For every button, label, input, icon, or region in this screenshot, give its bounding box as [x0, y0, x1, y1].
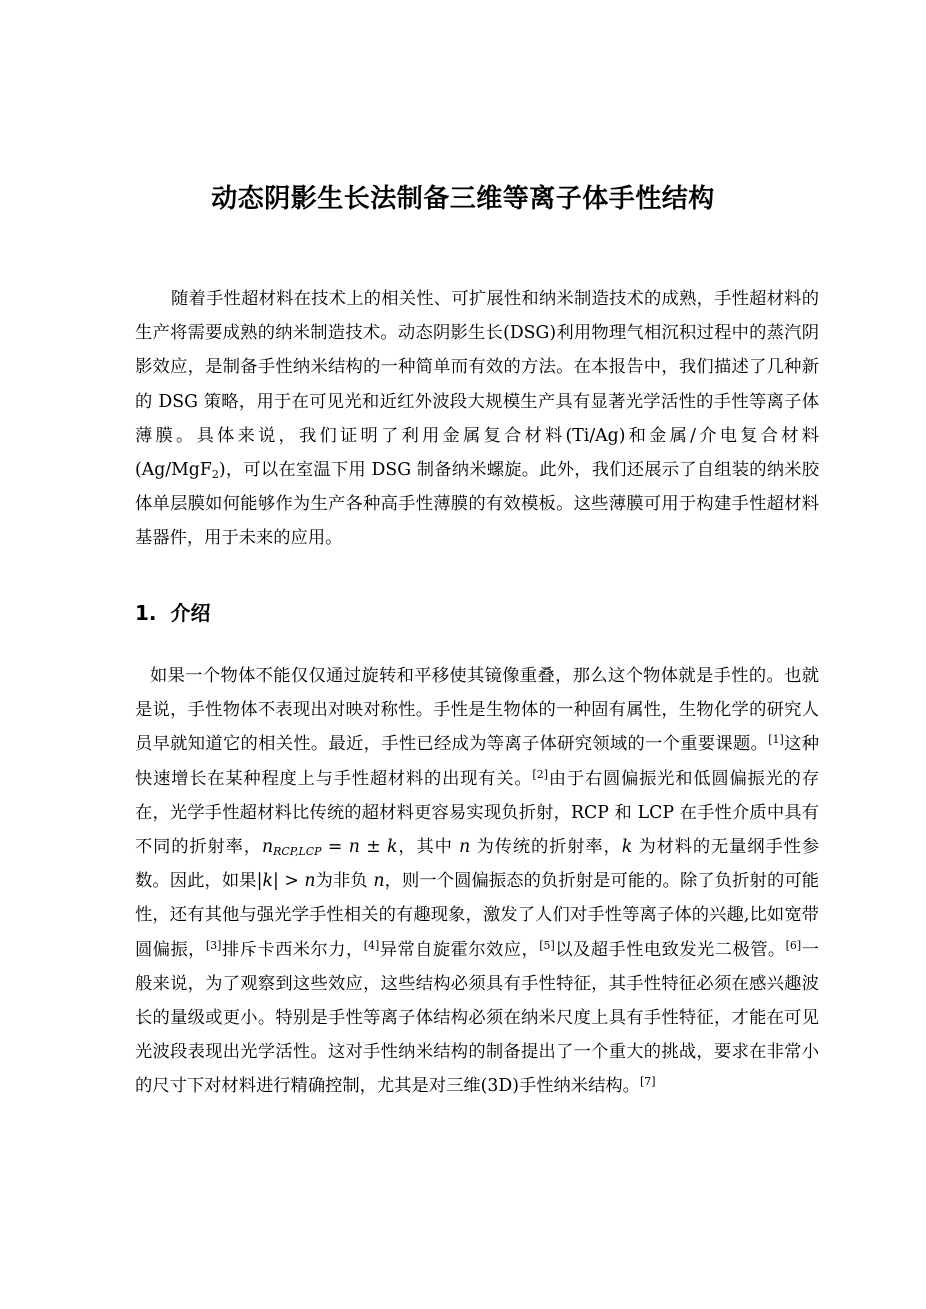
equation-rest: = n ± k [321, 837, 398, 858]
abstract-paragraph [135, 282, 819, 556]
section-number: 1. [135, 601, 157, 625]
reference-2: [2] [532, 767, 549, 781]
intro-text-12: 一般来说，为了观察到这些效应，这些结构必须具有手性特征，其手性特征必须在感兴趣波长的量级或更小。特别是手性等离子体结构必须在纳米尺度上具有手性特征，才能在可见光波段表现出光学活性。这对手性纳米结构的制备提出了一个重大的挑战，要求在非常小的尺寸下对材料进行精确控制，尤其是对三维(3D)手性纳米结构。 [135, 939, 819, 1097]
section-heading [135, 597, 210, 626]
subscript-2: 2 [211, 468, 219, 482]
intro-text-2: 这种快速增长在某种程度上与手性超材料的出现有关。 [135, 734, 819, 789]
intro-paragraph [135, 659, 819, 1104]
reference-5: [5] [539, 938, 555, 952]
intro-text-10: 异常自旋霍尔效应， [379, 939, 540, 960]
intro-text-9: 排斥卡西米尔力， [221, 939, 364, 960]
intro-text-6: 为材料的无量纲手性参数。因此，如果 [135, 837, 819, 892]
document-title: 动态阴影生长法制备三维等离子体手性结构 [211, 184, 715, 214]
equation-refractive-index [262, 837, 398, 857]
reference-4: [4] [363, 938, 380, 952]
section-title: 介绍 [170, 601, 211, 625]
equation-condition: |k| > n [256, 871, 316, 892]
intro-text-1: 如果一个物体不能仅仅通过旋转和平移使其镜像重叠，那么这个物体就是手性的。也就是说，手性物体不表现出对映对称性。手性是生物体的一种固有属性，生物化学的研究人员早就知道它的相关性。最近，手性已经成为等离子体研究领域的一个重要课题。 [135, 666, 819, 755]
variable-n-2: n [373, 871, 385, 892]
reference-7: [7] [639, 1075, 656, 1089]
reference-1: [1] [768, 733, 784, 747]
intro-text-5: 为传统的折射率， [470, 837, 622, 858]
intro-text-4: ，其中 [397, 837, 460, 858]
equation-subscript: RCP,LCP [273, 845, 322, 859]
intro-text-8: ，则一个圆偏振态的负折射是可能的。除了负折射的可能性，还有其他与强光学手性相关的有趣现象，激发了人们对手性等离子体的兴趣,比如宽带圆偏振， [135, 871, 819, 960]
intro-text-11: 以及超手性电致发光二极管。 [554, 939, 786, 960]
reference-6: [6] [785, 938, 802, 952]
variable-n: n [459, 837, 471, 858]
intro-text-3: 由于右圆偏振光和低圆偏振光的存在，光学手性超材料比传统的超材料更容易实现负折射，RCP 和 LCP 在手性介质中具有不同的折射率， [135, 768, 819, 858]
variable-k: k [621, 837, 633, 858]
abstract-text-1: 随着手性超材料在技术上的相关性、可扩展性和纳米制造技术的成熟，手性超材料的生产将需要成熟的纳米制造技术。动态阴影生长(DSG)利用物理气相沉积过程中的蒸汽阴影效应，是制备手性纳米结构的一种简单而有效的方法。在本报告中，我们描述了几种新的 DSG 策略，用于在可见光和近红外波段大规模生产具有显著光学活性的手性等离子体薄膜。具体来说，我们证明了利用金属复合材料(Ti/Ag)和金属/介电复合材料(Ag/MgF [135, 289, 819, 481]
reference-3: [3] [205, 938, 222, 952]
abstract-text-2: )，可以在室温下用 DSG 制备纳米螺旋。此外，我们还展示了自组装的纳米胶体单层膜如何能够作为生产各种高手性薄膜的有效模板。这些薄膜可用于构建手性超材料基器件，用于未来的应用。 [135, 460, 819, 549]
equation-n: n [261, 837, 274, 858]
intro-text-7: 为非负 [315, 871, 374, 892]
